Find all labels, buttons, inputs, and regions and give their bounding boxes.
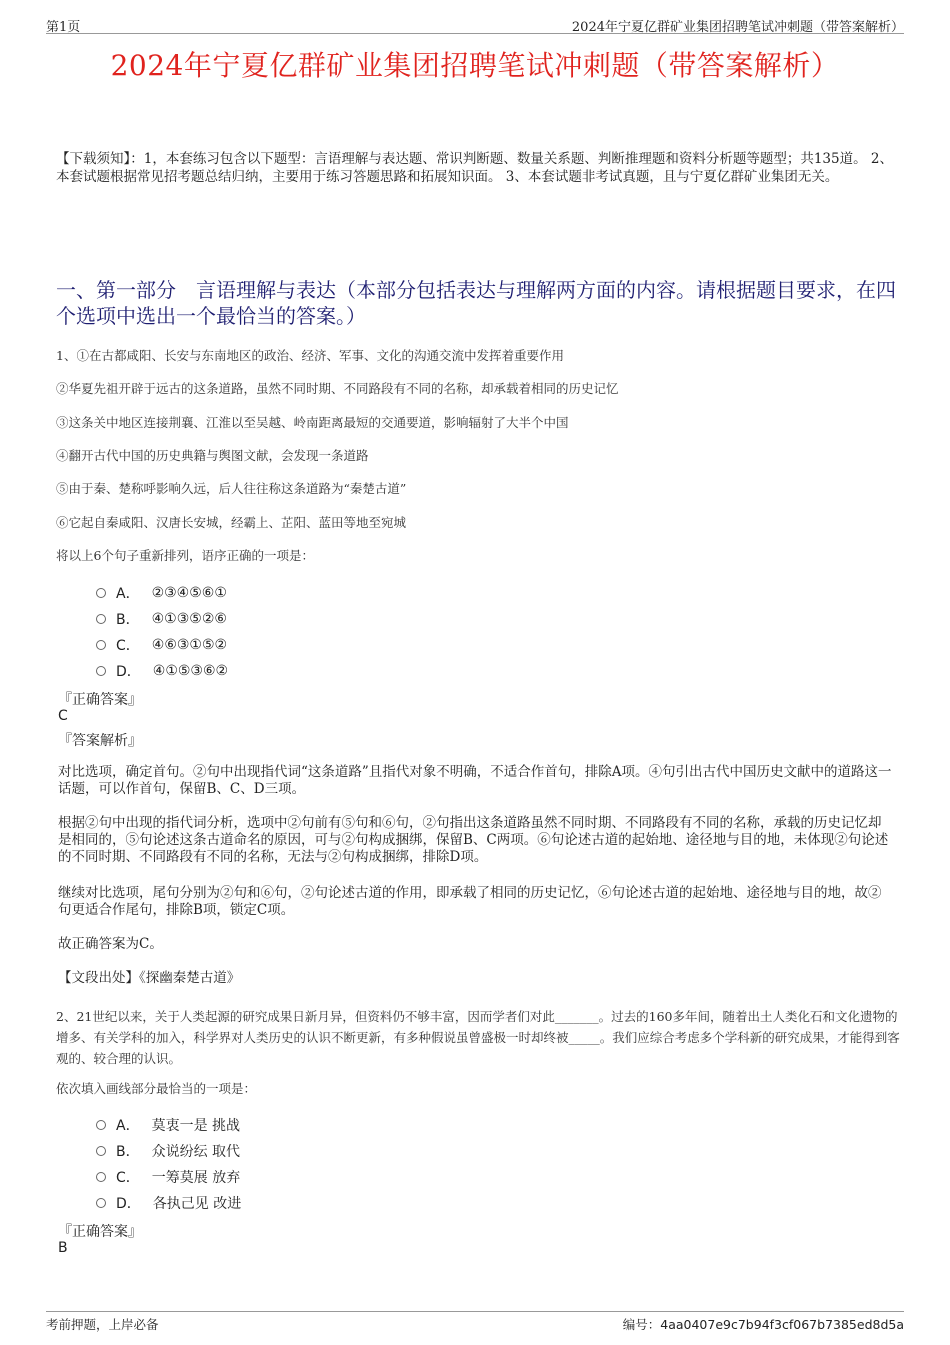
q1-analysis-para-3: 继续对比选项，尾句分别为②句和⑥句，②句论述古道的作用，即承载了相同的历史记忆，⑥句论述古道的起始地、途径地与目的地，故②句更适合作尾句，排除B项，锁定C项。 — [58, 885, 882, 918]
footer-divider — [46, 1311, 904, 1312]
q1-line-2: ②华夏先祖开辟于远古的这条道路，虽然不同时期、不同路段有不同的名称，却承载着相同的历史记忆 — [56, 381, 619, 396]
option-text: 一筹莫展 放弃 — [151, 1170, 241, 1186]
q1-prompt: 将以上6个句子重新排列，语序正确的一项是： — [56, 548, 314, 563]
option-letter: C． — [116, 1170, 140, 1186]
option-letter: B． — [116, 1144, 140, 1160]
q1-line-5: ⑤由于秦、楚称呼影响久远，后人往往称这条道路为“秦楚古道” — [56, 481, 407, 496]
footer-code-label: 编号： — [622, 1317, 661, 1332]
header-page-number: 第1页 — [46, 20, 81, 35]
radio-icon[interactable] — [96, 1198, 106, 1208]
option-text: 众说纷纭 取代 — [151, 1144, 241, 1160]
q1-option-d[interactable] — [96, 661, 228, 681]
download-notice: 【下载须知】：1，本套练习包含以下题型：言语理解与表达题、常识判断题、数量关系题、判断推理题和资料分析题等题型；共135道。 2、本套试题根据常见招考题总结归纳，主要用于练习答题思路和拓展知识面。 3、本套试题非考试真题，且与宁夏亿群矿业集团无关。 — [56, 151, 893, 185]
radio-icon[interactable] — [96, 666, 106, 676]
footer-slogan: 考前押题，上岸必备 — [46, 1317, 159, 1332]
q2-option-b[interactable] — [96, 1141, 240, 1161]
q2-option-a[interactable] — [96, 1115, 240, 1135]
option-letter: C． — [116, 638, 140, 654]
option-text: ②③④⑤⑥① — [151, 585, 227, 601]
option-text: 各执己见 改进 — [152, 1196, 242, 1212]
q1-analysis-label: 『答案解析』 — [58, 733, 142, 749]
option-letter: D． — [116, 1196, 141, 1212]
q1-answer: C — [58, 708, 68, 724]
document-title: 2024年宁夏亿群矿业集团招聘笔试冲刺题（带答案解析） — [110, 49, 840, 82]
option-text: ④①③⑤②⑥ — [151, 611, 227, 627]
q2-stem: 2、21世纪以来，关于人类起源的研究成果日新月异，但资料仍不够丰富，因而学者们对此_______。过去的160多年间，随着出土人类化石和文化遗物的增多、有关学科的加入，科学界对人类历史的认识不断更新，有多种假说虽曾盛极一时却终被_____。我们应综合考虑多个学科新的研究成果，才能得到客观的、较合理的认识。 — [56, 1009, 900, 1066]
q1-line-4: ④翻开古代中国的历史典籍与舆图文献，会发现一条道路 — [56, 448, 369, 463]
q1-line-6: ⑥它起自秦咸阳、汉唐长安城，经霸上、芷阳、蓝田等地至宛城 — [56, 515, 407, 530]
option-letter: A． — [116, 586, 140, 602]
option-text: 莫衷一是 挑战 — [151, 1118, 241, 1134]
q1-option-a[interactable] — [96, 583, 227, 603]
radio-icon[interactable] — [96, 588, 106, 598]
header-doc-title: 2024年宁夏亿群矿业集团招聘笔试冲刺题（带答案解析） — [571, 20, 904, 35]
q2-answer-label: 『正确答案』 — [58, 1224, 142, 1240]
q1-source: 【文段出处】《探幽秦楚古道》 — [58, 970, 241, 986]
option-text: ④⑥③①⑤② — [151, 637, 228, 653]
option-text: ④①⑤③⑥② — [152, 663, 229, 679]
q1-option-c[interactable] — [96, 635, 227, 655]
option-letter: D． — [116, 664, 141, 680]
option-letter: B． — [116, 612, 140, 628]
q2-answer: B — [58, 1240, 68, 1256]
header-divider — [46, 33, 904, 34]
q1-analysis-para-4: 故正确答案为C。 — [58, 936, 163, 952]
q2-option-c[interactable] — [96, 1167, 240, 1187]
q1-analysis-para-1: 对比选项，确定首句。②句中出现指代词“这条道路”且指代对象不明确，不适合作首句，排除A项。④句引出古代中国历史文献中的道路这一话题，可以作首句，保留B、C、D三项。 — [58, 764, 892, 797]
radio-icon[interactable] — [96, 1146, 106, 1156]
footer-code-value: 4aa0407e9c7b94f3cf067b7385ed8d5a — [660, 1317, 904, 1332]
q1-analysis-para-2: 根据②句中出现的指代词分析，选项中②句前有⑤句和⑥句，②句指出这条道路虽然不同时期、不同路段有不同的名称，承载的历史记忆却是相同的，⑤句论述这条古道命名的原因，可与②句构成捆绑，保留B、C两项。⑥句论述古道的起始地、途径地与目的地，未体现②句论述的不同时期、不同路段有不同的名称，无法与②句构成捆绑，排除D项。 — [58, 815, 889, 865]
radio-icon[interactable] — [96, 640, 106, 650]
q2-option-d[interactable] — [96, 1193, 241, 1213]
q1-line-3: ③这条关中地区连接荆襄、江淮以至吴越、岭南距离最短的交通要道，影响辐射了大半个中国 — [56, 415, 569, 430]
footer-code — [623, 1315, 904, 1333]
q1-option-b[interactable] — [96, 609, 227, 629]
q1-answer-label: 『正确答案』 — [58, 692, 142, 708]
section-title: 一、第一部分 言语理解与表达（本部分包括表达与理解两方面的内容。请根据题目要求，在四个选项中选出一个最恰当的答案。） — [56, 278, 896, 328]
radio-icon[interactable] — [96, 1120, 106, 1130]
radio-icon[interactable] — [96, 1172, 106, 1182]
q2-prompt: 依次填入画线部分最恰当的一项是： — [56, 1081, 257, 1096]
option-letter: A． — [116, 1118, 140, 1134]
q1-line-1: 1、①在古都咸阳、长安与东南地区的政治、经济、军事、文化的沟通交流中发挥着重要作用 — [56, 348, 564, 363]
radio-icon[interactable] — [96, 614, 106, 624]
